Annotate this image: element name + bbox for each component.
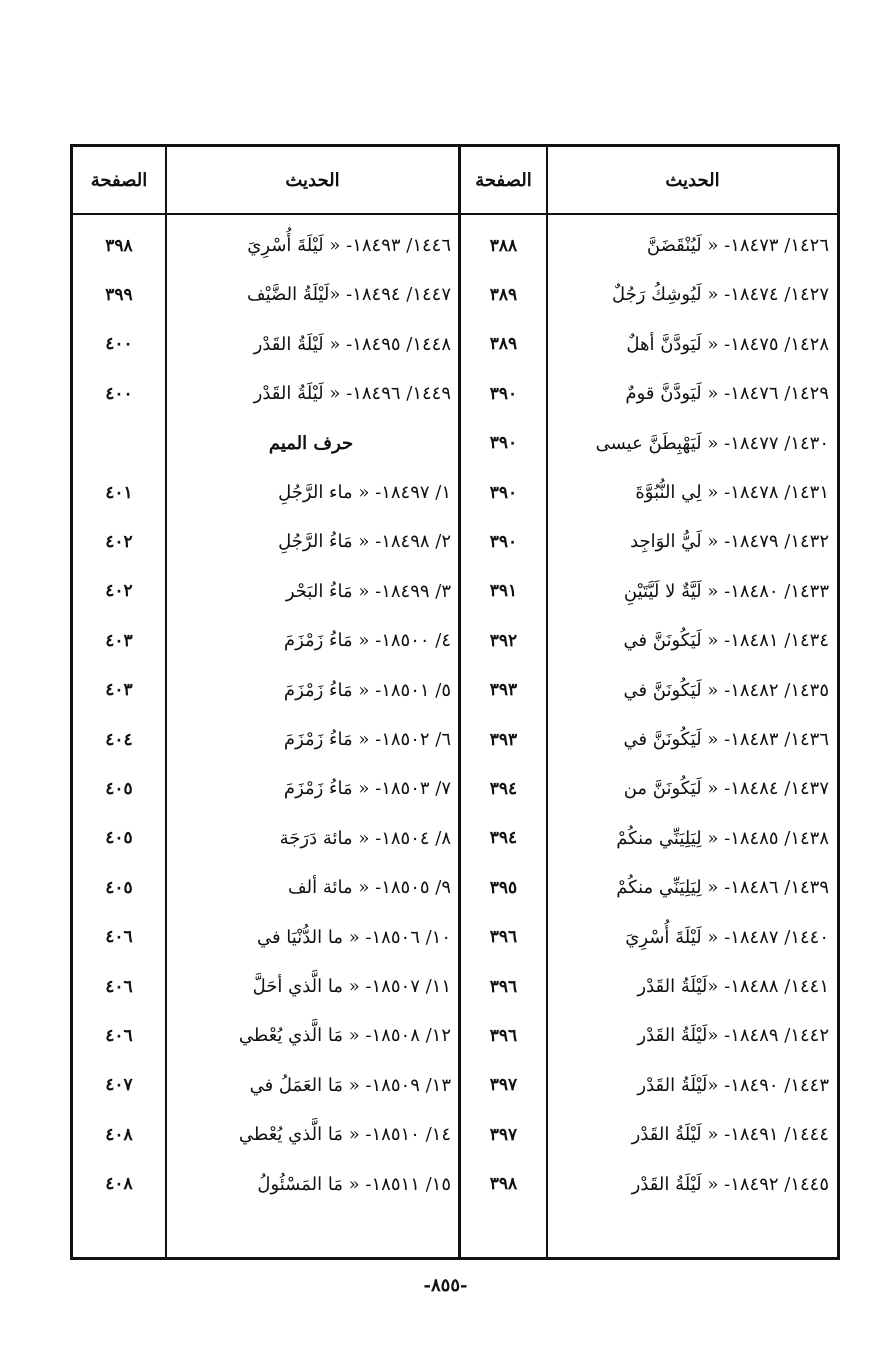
page-reference: ٣٩٣ — [489, 729, 518, 750]
hadith-entry: ١١/ ١٨٥٠٧- « ما الَّذي أحَلَّ — [252, 976, 451, 997]
hadith-entry: ١٢/ ١٨٥٠٨- « مَا الَّذي يُعْطي — [238, 1025, 451, 1047]
page-reference: ٣٨٨ — [489, 235, 518, 256]
hadith-entry: ٩/ ١٨٥٠٥- « مائة ألف — [288, 877, 451, 899]
hadith-entry: ١٤٤٧/ ١٨٤٩٤- «لَيْلَةُ الضَّيْف — [246, 284, 451, 306]
hadith-entry: ١٥/ ١٨٥١١- « مَا المَسْئُولُ — [257, 1173, 451, 1195]
hadith-entry: ٤/ ١٨٥٠٠- « مَاءُ زَمْزَمَ — [283, 630, 451, 652]
section-title: حرف الميم — [268, 432, 354, 454]
hadith-entry: ١٤٤٣/ ١٨٤٩٠- «لَيْلَةُ القَدْر — [637, 1074, 829, 1096]
hadith-entry: ١٤٢٧/ ١٨٤٧٤- « لَيُوشِكُ رَجُلٌ — [612, 284, 829, 306]
page-reference: ٣٩٧ — [489, 1124, 518, 1145]
page-reference: ٣٩٠ — [489, 433, 518, 454]
page-reference: ٤٠٧ — [105, 1075, 133, 1096]
page-reference: ٣٩٦ — [489, 927, 518, 948]
hadith-entry: ١٤٣٧/ ١٨٤٨٤- « لَيَكُونَنَّ من — [623, 778, 829, 800]
page-reference: ٤٠٦ — [105, 1025, 133, 1046]
hadith-entry: ١٤٢٨/ ١٨٤٧٥- « لَيَودَّنَّ أهلٌ — [626, 333, 829, 355]
page-reference: ٣٩٠ — [489, 482, 518, 503]
page-reference: ٤٠٥ — [105, 828, 133, 849]
hadith-entry: ١٠/ ١٨٥٠٦- « ما الدُّنْيَا في — [256, 926, 451, 948]
page-reference: ٣٩٦ — [489, 1025, 518, 1046]
hadith-entry: ١٤٣٥/ ١٨٤٨٢- « لَيَكُونَنَّ في — [623, 679, 829, 701]
hadith-entry: ١٤٤٥/ ١٨٤٩٢- « لَيْلَةُ القَدْر — [631, 1173, 829, 1195]
column-divider — [546, 147, 548, 1257]
hadith-entry: ١٤٤٠/ ١٨٤٨٧- « لَيْلَةَ أُسْرِيَ — [625, 926, 829, 948]
page-reference: ٣٩٣ — [489, 680, 518, 701]
page-reference: ٣٩٨ — [105, 235, 133, 256]
hadith-entry: ١٤٣٤/ ١٨٤٨١- « لَيَكُونَنَّ في — [623, 630, 829, 652]
hadith-entry: ١٤٣٩/ ١٨٤٨٦- « لِيَلِيَنِّي منكُمْ — [616, 877, 829, 899]
page-reference — [73, 419, 165, 468]
page-reference: ٣٩٩ — [105, 284, 133, 305]
hadith-entry: ١٤٤٨/ ١٨٤٩٥- « لَيْلَةُ القَدْر — [253, 333, 451, 355]
page-reference: ٣٩٤ — [489, 828, 518, 849]
hadith-entry: ١٣/ ١٨٥٠٩- « مَا العَمَلُ في — [249, 1074, 451, 1096]
hadith-entry: ١٤٤٤/ ١٨٤٩١- « لَيْلَةُ القَدْر — [631, 1124, 829, 1146]
page-reference: ٤٠٢ — [105, 531, 133, 552]
hadith-entry: ١٤٤١/ ١٨٤٨٨- «لَيْلَةُ القَدْر — [637, 976, 829, 997]
hadith-entry: ٧/ ١٨٥٠٣- « مَاءُ زَمْزَمَ — [283, 778, 451, 800]
header-page-left: الصفحة — [90, 169, 148, 191]
page-reference: ٣٨٩ — [489, 334, 518, 355]
index-table — [70, 144, 840, 1260]
header-divider — [73, 213, 837, 215]
hadith-entry: ٣/ ١٨٤٩٩- « مَاءُ البَحْر — [285, 580, 451, 602]
header-hadith-right: الحديث — [665, 169, 720, 191]
header-hadith-left: الحديث — [285, 169, 340, 191]
hadith-entry: ١٤٤٢/ ١٨٤٨٩- «لَيْلَةُ القَدْر — [637, 1025, 829, 1047]
hadith-entry: ١٤٣١/ ١٨٤٧٨- « لِي النُّبُوَّةَ — [635, 482, 829, 503]
page-reference: ٣٩٧ — [489, 1075, 518, 1096]
hadith-entry: ١٤٣٦/ ١٨٤٨٣- « لَيَكُونَنَّ في — [623, 729, 829, 750]
page-reference: ٤٠٤ — [105, 729, 133, 750]
hadith-entry: ١٤/ ١٨٥١٠- « مَا الَّذي يُعْطي — [238, 1124, 451, 1146]
column-divider — [165, 147, 167, 1257]
page-reference: ٤٠٠ — [105, 383, 133, 404]
hadith-entry: ١٤٣٠/ ١٨٤٧٧- « لَيَهْبِطَنَّ عيسى — [595, 432, 829, 454]
hadith-entry: ٥/ ١٨٥٠١- « مَاءُ زَمْزَمَ — [283, 679, 451, 701]
page-reference: ٤٠٦ — [105, 927, 133, 948]
header-page-right: الصفحة — [475, 169, 532, 191]
page-reference: ٤٠١ — [105, 482, 133, 503]
hadith-entry: ١٤٢٦/ ١٨٤٧٣- « لَيُنْقَضَنَّ — [646, 235, 829, 256]
hadith-entry: ٦/ ١٨٥٠٢- « مَاءُ زَمْزَمَ — [283, 729, 451, 750]
page-reference: ٣٩٥ — [489, 877, 518, 898]
page-reference: ٤٠٣ — [105, 680, 133, 701]
hadith-entry: ١٤٤٦/ ١٨٤٩٣- « لَيْلَةَ أُسْرِيَ — [247, 235, 451, 256]
hadith-entry: ١/ ١٨٤٩٧- « ماء الرَّجُلِ — [278, 482, 451, 503]
page-reference: ٤٠٦ — [105, 976, 133, 997]
hadith-entry: ١٤٤٩/ ١٨٤٩٦- « لَيْلَةُ القَدْر — [253, 383, 451, 405]
page-reference: ٤٠٢ — [105, 581, 133, 602]
hadith-entry: ١٤٢٩/ ١٨٤٧٦- « لَيَودَّنَّ قومٌ — [625, 383, 829, 405]
hadith-entry: ٢/ ١٨٤٩٨- « مَاءُ الرَّجُلِ — [278, 531, 451, 553]
hadith-entry: ١٤٣٢/ ١٨٤٧٩- « لَيُّ الوَاجِد — [630, 531, 829, 553]
hadith-entry: ١٤٣٨/ ١٨٤٨٥- « لِيَلِيَنِّي منكُمْ — [616, 827, 829, 849]
page-reference: ٣٨٩ — [489, 284, 518, 305]
page-reference: ٤٠٠ — [105, 334, 133, 355]
page-reference: ٣٩٤ — [489, 778, 518, 799]
page-reference: ٣٩٠ — [489, 383, 518, 404]
page-reference: ٤٠٨ — [105, 1174, 133, 1195]
page-reference: ٤٠٥ — [105, 877, 133, 898]
page-number: -٨٥٥- — [423, 1275, 468, 1296]
page-reference: ٣٩٢ — [489, 630, 518, 651]
page-reference: ٤٠٥ — [105, 778, 133, 799]
page-reference: ٣٩٠ — [489, 531, 518, 552]
page-reference: ٣٩٦ — [489, 976, 518, 997]
page-reference: ٤٠٣ — [105, 630, 133, 651]
hadith-entry: ٨/ ١٨٥٠٤- « مائة دَرَجَة — [279, 827, 451, 849]
page-reference: ٣٩٨ — [489, 1174, 518, 1195]
page-reference: ٣٩١ — [489, 581, 518, 602]
hadith-entry: ١٤٣٣/ ١٨٤٨٠- « لَيَّةٌ لا لَيَّتَيْنِ — [623, 580, 829, 602]
page-reference: ٤٠٨ — [105, 1124, 133, 1145]
